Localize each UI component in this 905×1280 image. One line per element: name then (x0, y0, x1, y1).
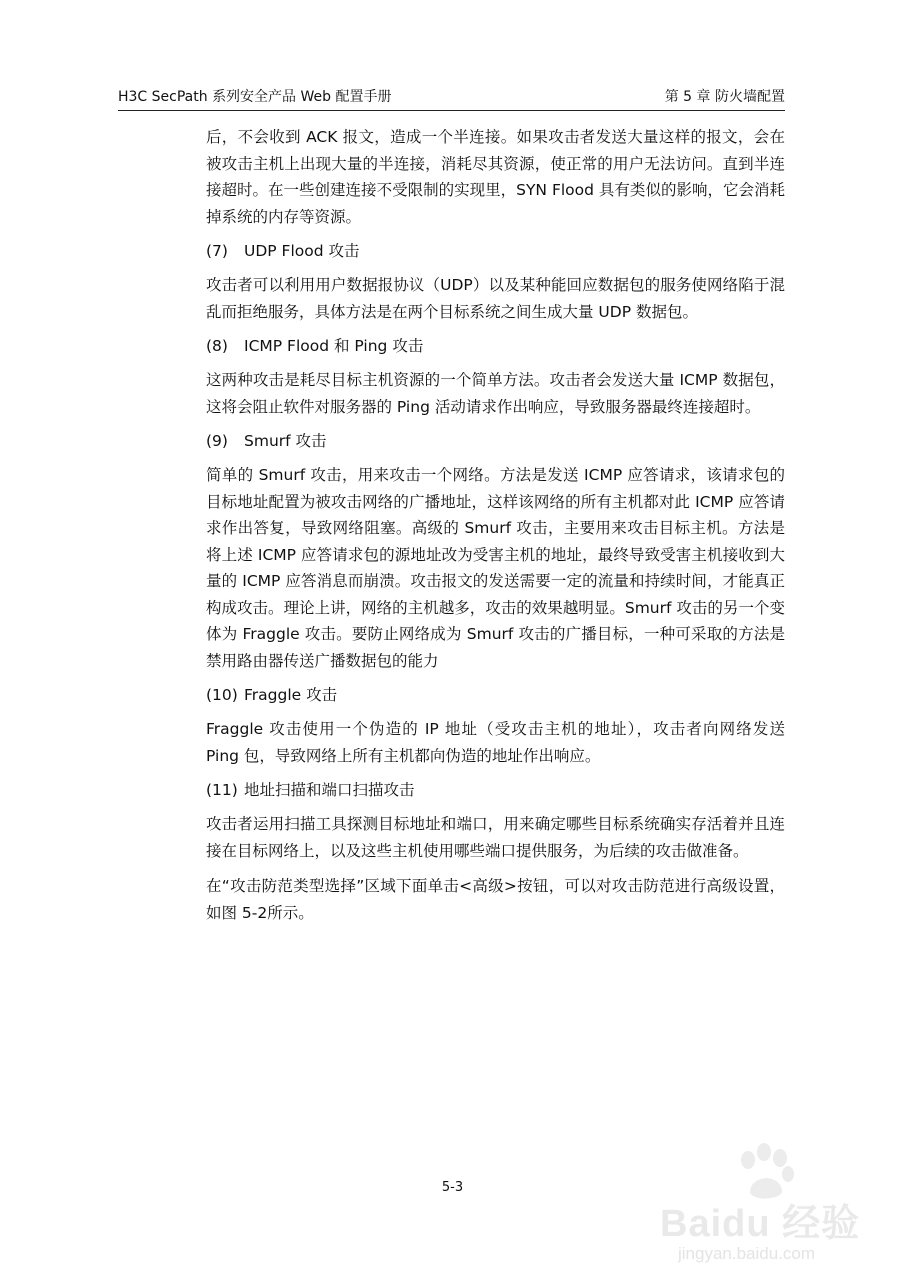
section-heading-9 (206, 429, 785, 453)
section-body-11: 攻击者运用扫描工具探测目标地址和端口，用来确定哪些目标系统确实存活着并且连接在目标网络上，以及这些主机使用哪些端口提供服务，为后续的攻击做准备。 (206, 815, 785, 860)
header-chapter-title: 第 5 章 防火墙配置 (664, 89, 785, 105)
closing-paragraph: 在“攻击防范类型选择”区域下面单击<高级>按钮，可以对攻击防范进行高级设置，如图 5-2所示。 (206, 877, 785, 922)
section-title: UDP Flood 攻击 (244, 242, 360, 260)
section-number: (9) (206, 432, 228, 450)
page-header (118, 86, 785, 111)
section-number: (10) (206, 686, 238, 704)
section-number: (7) (206, 242, 228, 260)
section-body-7: 攻击者可以利用用户数据报协议（UDP）以及某种能回应数据包的服务使网络陷于混乱而拒绝服务，具体方法是在两个目标系统之间生成大量 UDP 数据包。 (206, 276, 785, 321)
section-heading-8 (206, 334, 785, 358)
section-body-10: Fraggle 攻击使用一个伪造的 IP 地址（受攻击主机的地址），攻击者向网络发送 Ping 包，导致网络上所有主机都向伪造的地址作出响应。 (206, 720, 785, 765)
section-body-9: 简单的 Smurf 攻击，用来攻击一个网络。方法是发送 ICMP 应答请求，该请求包的目标地址配置为被攻击网络的广播地址，这样该网络的所有主机都对此 ICMP 应答请求作出答复，导致网络阻塞。高级的 Smurf 攻击，主要用来攻击目标主机。方法是将上述 ICMP 应答请求包的源地址改为受害主机的地址，最终导致受害主机接收到大量的 ICMP 应答消息而崩溃。攻击报文的发送需要一定的流量和持续时间，才能真正构成攻击。理论上讲，网络的主机越多，攻击的效果越明显。Smurf 攻击的另一个变体为 Fraggle 攻击。要防止网络成为 Smurf 攻击的广播目标，一种可采取的方法是禁用路由器传送广播数据包的能力 (206, 466, 785, 670)
baidu-watermark (660, 1140, 895, 1275)
page-number: 5-3 (441, 1180, 464, 1195)
section-title: 地址扫描和端口扫描攻击 (244, 781, 415, 799)
section-title: Smurf 攻击 (244, 432, 327, 450)
intro-paragraph: 后，不会收到 ACK 报文，造成一个半连接。如果攻击者发送大量这样的报文，会在被攻击主机上出现大量的半连接，消耗尽其资源，使正常的用户无法访问。直到半连接超时。在一些创建连接不受限制的实现里，SYN Flood 具有类似的影响，它会消耗掉系统的内存等资源。 (206, 128, 785, 226)
section-body-8: 这两种攻击是耗尽目标主机资源的一个简单方法。攻击者会发送大量 ICMP 数据包，这将会阻止软件对服务器的 Ping 活动请求作出响应，导致服务器最终连接超时。 (206, 371, 785, 416)
watermark-brand: Baidu 经验 (660, 1203, 861, 1245)
watermark-url: jingyan.baidu.com (678, 1244, 816, 1263)
section-title: Fraggle 攻击 (244, 686, 338, 704)
header-manual-title: H3C SecPath 系列安全产品 Web 配置手册 (118, 89, 392, 105)
section-number: (11) (206, 781, 238, 799)
section-heading-7 (206, 239, 785, 263)
page-content (206, 124, 785, 935)
section-heading-11 (206, 778, 785, 802)
section-heading-10 (206, 683, 785, 707)
section-title: ICMP Flood 和 Ping 攻击 (244, 337, 424, 355)
section-number: (8) (206, 337, 228, 355)
